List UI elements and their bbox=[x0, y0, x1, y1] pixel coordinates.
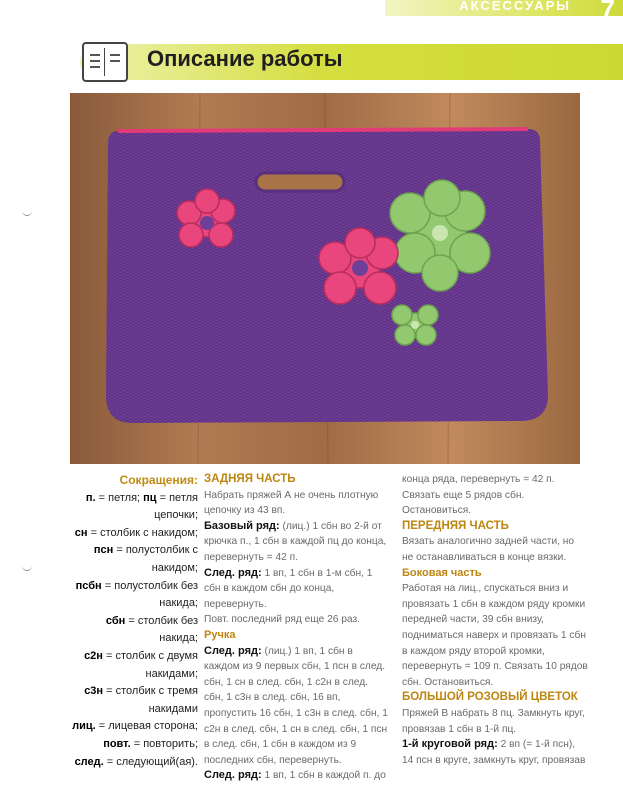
paragraph: Повт. последний ряд еще 26 раз. bbox=[204, 614, 360, 626]
row-label: След. ряд: bbox=[204, 644, 262, 657]
paragraph: конца ряда, перевернуть = 42 п. Связать еще 5 рядов сбн. Остановиться. bbox=[402, 474, 555, 517]
list-item: п. = петля; пц = петля цепочки; bbox=[85, 491, 198, 522]
heading-side-part: Боковая часть bbox=[402, 566, 482, 579]
page-title: Описание работы bbox=[147, 46, 343, 71]
heading-front-part: ПЕРЕДНЯЯ ЧАСТЬ bbox=[402, 519, 509, 532]
margin-mark bbox=[22, 560, 32, 571]
row-label: 1-й круговой ряд: bbox=[402, 738, 498, 751]
list-item: сн = столбик с накидом; bbox=[74, 526, 198, 539]
page-number: 7 bbox=[600, 0, 615, 24]
row-label: След. ряд: bbox=[204, 566, 262, 579]
paragraph: Вязать аналогично задней части, но не останавливаться в конце вязки. bbox=[402, 536, 575, 563]
list-item: лиц. = лицевая сторона; bbox=[72, 720, 198, 733]
paragraph: (лиц.) 1 вп, 1 сбн в каждом из 9 первых сбн, 1 псн в след. сбн, 1 сн в след. сбн, 1 с2н в след. сбн, 1 с3н в след. сбн, 16 вп, пропустить 16 сбн, 1 с3н в след. сбн, 1 с2н в след. сбн, 1 сн в след. сбн, 1 псн в след. сбн, 1 сбн в каждом из 9 последних сбн, перевернуть. bbox=[204, 645, 388, 766]
section-header-bar bbox=[385, 0, 623, 24]
list-item: с3н = столбик с тремя накидами bbox=[84, 685, 198, 715]
paragraph: Пряжей В набрать 8 пц. Замкнуть круг, провязав 1 сбн в 1-й пц. bbox=[402, 707, 585, 735]
list-item: с2н = столбик с двумя накидами; bbox=[84, 649, 198, 680]
list-item: сбн = столбик без накида; bbox=[105, 614, 198, 645]
row-label: След. ряд: bbox=[204, 769, 262, 782]
book-icon bbox=[82, 42, 128, 82]
crochet-bag-photo bbox=[70, 93, 580, 464]
paragraph: Работая на лиц., спускаться вниз и провязать 1 сбн в каждом ряду кромки передней части, 39 сбн внизу, подниматься наверх и провязать 1 сбн в каждом ряду второй кромки, перевернуть = 109 п. Связать 10 рядов сбн. Остановиться. bbox=[402, 583, 588, 688]
paragraph: Набрать пряжей А не очень плотную цепочку из 43 вп. bbox=[204, 489, 379, 517]
instructions-column-1 bbox=[204, 472, 390, 784]
heading-big-pink-flower: БОЛЬШОЙ РОЗОВЫЙ ЦВЕТОК bbox=[402, 691, 578, 704]
list-item: след. = следующий(ая). bbox=[74, 755, 198, 768]
abbreviations-heading: Сокращения: bbox=[119, 473, 198, 487]
margin-mark bbox=[22, 205, 32, 216]
paragraph: 2 вп (= 1-й псн), 14 псн в круге, замкнуть круг, провязав bbox=[402, 739, 586, 766]
paragraph: 1 вп, 1 сбн в каждой п. до bbox=[264, 770, 386, 782]
paragraph: 1 вп, 1 сбн в 1-м сбн, 1 сбн в каждом сбн до конца, перевернуть. bbox=[204, 567, 373, 610]
heading-back-part: ЗАДНЯЯ ЧАСТЬ bbox=[204, 473, 296, 485]
paragraph: (лиц.) 1 сбн во 2-й от крючка п., 1 сбн в каждой пц до конца, перевернуть = 42 п. bbox=[204, 520, 387, 563]
list-item: псн = полустолбик с накидом; bbox=[93, 544, 198, 574]
abbreviations-list bbox=[70, 472, 198, 771]
list-item: повт. = повторить; bbox=[103, 737, 198, 750]
heading-handle: Ручка bbox=[204, 628, 236, 641]
row-label: Базовый ряд: bbox=[204, 519, 280, 532]
list-item: псбн = полустолбик без накида; bbox=[75, 579, 198, 610]
section-label: АКСЕССУАРЫ bbox=[459, 0, 571, 13]
instructions-column-2 bbox=[402, 472, 588, 768]
